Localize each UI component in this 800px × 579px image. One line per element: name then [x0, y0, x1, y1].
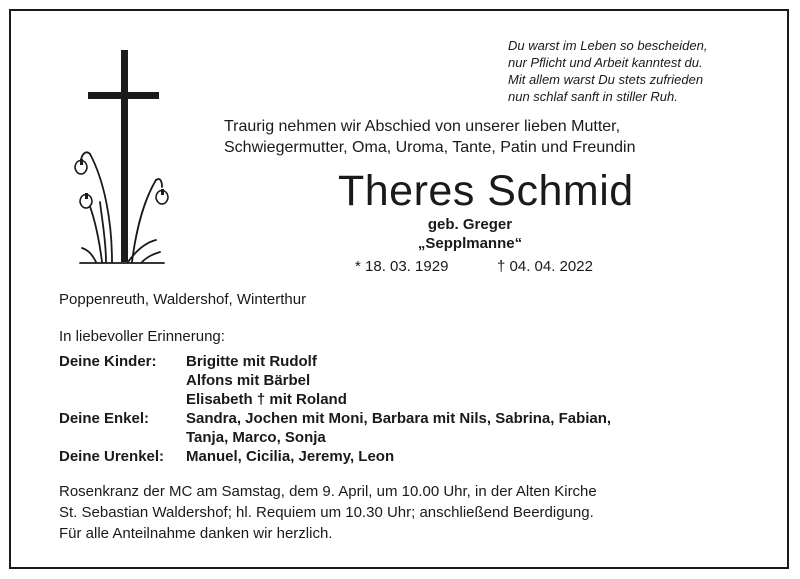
family-names: [186, 352, 347, 409]
family-name-line: Tanja, Marco, Sonja: [186, 429, 326, 446]
family-label: Deine Urenkel:: [59, 448, 165, 465]
memorial-verse: [508, 37, 788, 105]
family-label: Deine Enkel:: [59, 410, 150, 427]
family-name-line: Alfons mit Bärbel: [186, 372, 311, 389]
cross-with-snowdrops-icon: [72, 50, 172, 270]
verse-line: nur Pflicht und Arbeit kanntest du.: [508, 55, 703, 70]
memory-heading: In liebevoller Erinnerung:: [59, 328, 225, 345]
verse-line: nun schlaf sanft in stiller Ruh.: [508, 89, 678, 104]
service-info: [59, 481, 597, 523]
family-row-grandchildren: [59, 409, 611, 447]
family-name-line: Elisabeth † mit Roland: [186, 391, 347, 408]
family-name-line: Brigitte mit Rudolf: [186, 353, 317, 370]
intro-line: Traurig nehmen wir Abschied von unserer lieben Mutter,: [224, 118, 621, 135]
service-line: St. Sebastian Waldershof; hl. Requiem um 10.30 Uhr; anschließend Beerdigung.: [59, 504, 594, 521]
family-list: [59, 352, 611, 466]
intro-line: Schwiegermutter, Oma, Uroma, Tante, Patin und Freundin: [224, 139, 636, 156]
birth-date: * 18. 03. 1929: [355, 258, 449, 275]
family-names: [186, 409, 611, 447]
maiden-name: geb. Greger: [427, 216, 513, 233]
deceased-name: Theres Schmid: [338, 167, 634, 215]
family-row-great-grandchildren: [59, 447, 611, 466]
family-names: [186, 447, 394, 466]
nickname: „Sepplmanne“: [417, 235, 523, 252]
family-label: Deine Kinder:: [59, 353, 157, 370]
service-line: Rosenkranz der MC am Samstag, dem 9. April, um 10.00 Uhr, in der Alten Kirche: [59, 483, 597, 500]
maiden-name-block: [402, 215, 538, 253]
family-row-children: [59, 352, 611, 409]
verse-line: Mit allem warst Du stets zufrieden: [508, 72, 704, 87]
family-name-line: Manuel, Cicilia, Jeremy, Leon: [186, 448, 395, 465]
intro-text: [224, 116, 635, 158]
places: Poppenreuth, Waldershof, Winterthur: [59, 291, 307, 308]
verse-line: Du warst im Leben so bescheiden,: [508, 38, 708, 53]
death-date: † 04. 04. 2022: [497, 258, 593, 275]
thanks-line: Für alle Anteilnahme danken wir herzlich.: [59, 525, 333, 542]
family-name-line: Sandra, Jochen mit Moni, Barbara mit Nils, Sabrina, Fabian,: [186, 410, 612, 427]
